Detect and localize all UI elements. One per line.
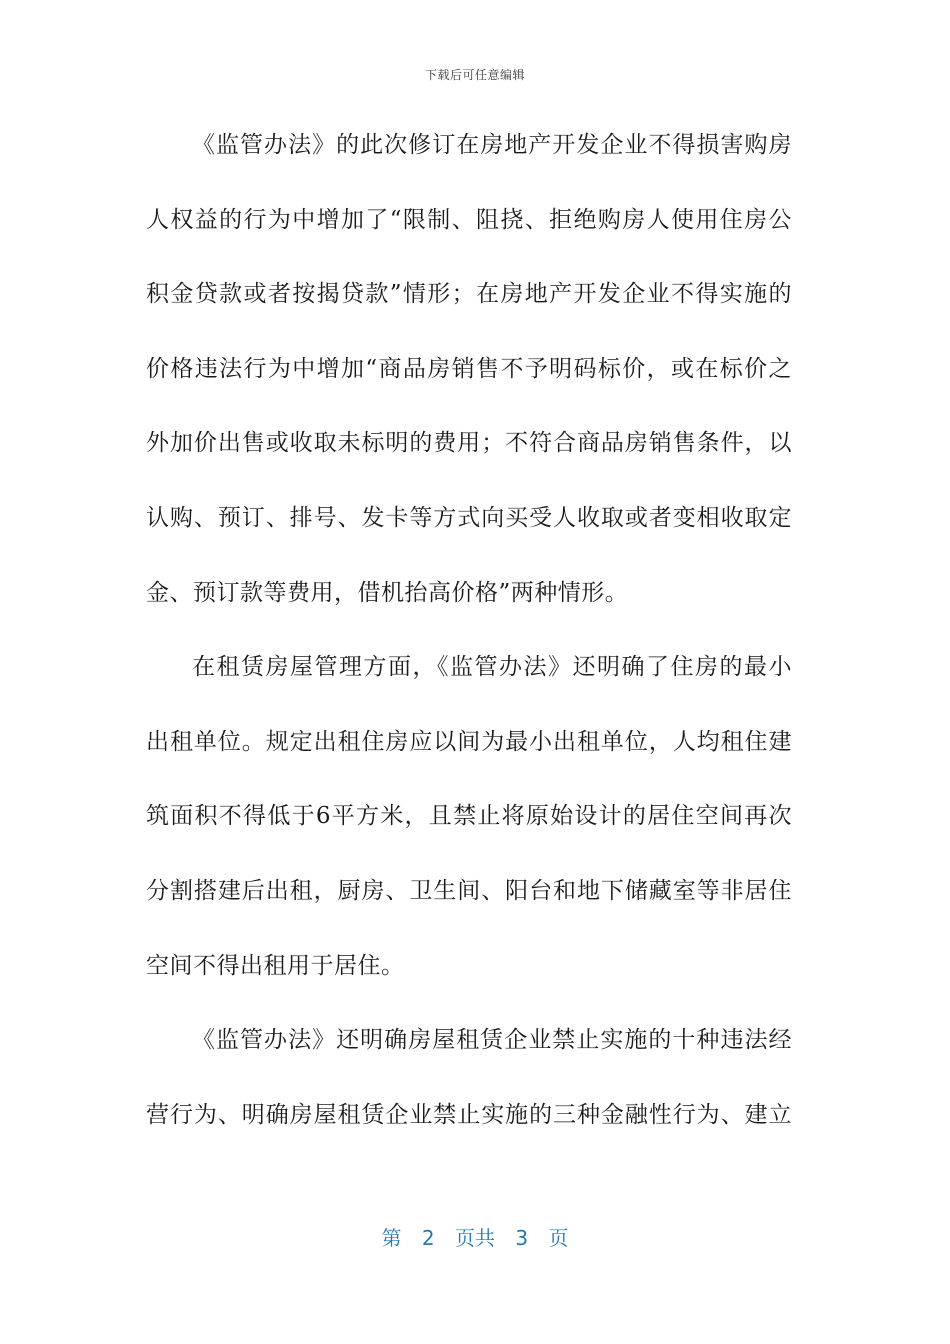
page-number-suffix: 页 [548, 1226, 569, 1250]
paragraph-line: 空间不得出租用于居住。 [146, 952, 405, 979]
paragraph-line: 分割搭建后出租，厨房、卫生间、阳台和地下储藏室等非居住 [146, 877, 792, 904]
page-header: 下载后可任意编辑 [424, 68, 525, 82]
paragraph-line: 价格违法行为中增加“商品房销售不予明码标价，或在标价之 [146, 355, 792, 382]
total-page-number: 3 [515, 1226, 529, 1250]
paragraph-line: 认购、预订、排号、发卡等方式向买受人收取或者变相收取定 [146, 504, 792, 531]
current-page-number: 2 [421, 1226, 435, 1250]
page-footer [0, 1222, 950, 1251]
paragraph-line: 筑面积不得低于6平方米，且禁止将原始设计的居住空间再次 [146, 803, 792, 830]
paragraph-line: 《监管办法》的此次修订在房地产开发企业不得损害购房 [192, 132, 792, 158]
page-number-middle: 页共 [455, 1226, 495, 1250]
paragraph-line: 金、预订款等费用，借机抬高价格”两种情形。 [146, 579, 629, 606]
document-body [146, 118, 792, 1162]
paragraph-line: 《监管办法》还明确房屋租赁企业禁止实施的十种违法经 [192, 1027, 792, 1054]
paragraph-line: 外加价出售或收取未标明的费用；不符合商品房销售条件，以 [146, 430, 792, 457]
paragraph-line: 营行为、明确房屋租赁企业禁止实施的三种金融性行为、建立 [146, 1101, 792, 1128]
paragraph-line: 积金贷款或者按揭贷款”情形；在房地产开发企业不得实施的 [146, 281, 792, 308]
paragraph-line: 出租单位。规定出租住房应以间为最小出租单位，人均租住建 [146, 728, 792, 755]
paragraph-line: 在租赁房屋管理方面，《监管办法》还明确了住房的最小 [192, 654, 792, 681]
paragraph-line: 人权益的行为中增加了“限制、阻挠、拒绝购房人使用住房公 [146, 206, 792, 233]
page-number-prefix: 第 [381, 1226, 402, 1250]
